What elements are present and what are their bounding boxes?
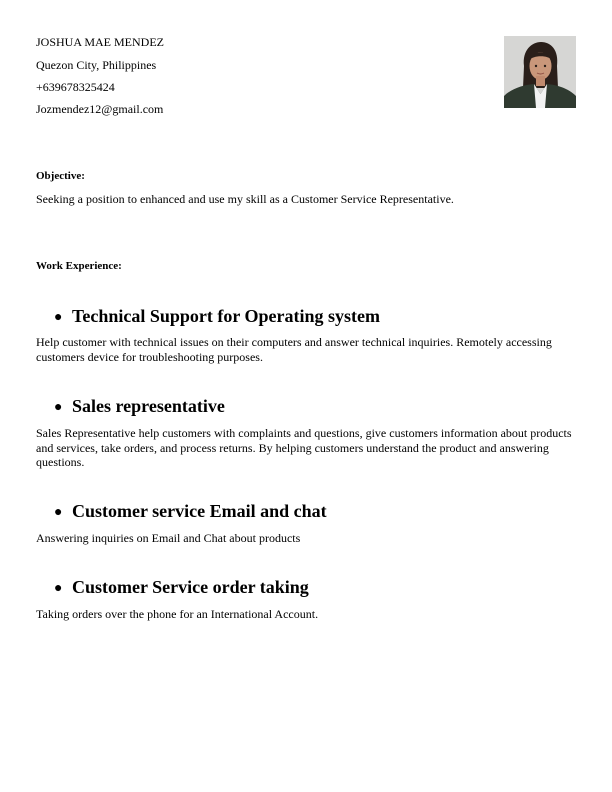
job-title-text: Customer Service order taking: [72, 577, 309, 597]
bullet-icon: ●: [54, 310, 63, 325]
applicant-email: Jozmendez12@gmail.com: [36, 102, 164, 116]
job-title-sales-representative: [54, 396, 225, 418]
objective-text: Seeking a position to enhanced and use my skill as a Customer Service Representative.: [36, 192, 454, 206]
applicant-location: Quezon City, Philippines: [36, 58, 157, 72]
job-title-text: Technical Support for Operating system: [72, 306, 381, 326]
job-title-email-chat: [54, 501, 327, 523]
objective-label: Objective:: [36, 170, 85, 182]
job-title-order-taking: [54, 577, 309, 599]
applicant-name: JOSHUA MAE MENDEZ: [36, 35, 165, 49]
work-experience-label: Work Experience:: [36, 260, 122, 272]
job-title-text: Sales representative: [72, 396, 225, 416]
applicant-photo: [504, 36, 576, 108]
bullet-icon: ●: [54, 581, 63, 596]
applicant-phone: +639678325424: [36, 80, 115, 94]
job-description-order-taking: Taking orders over the phone for an International Account.: [36, 607, 319, 621]
job-description-email-chat: Answering inquiries on Email and Chat about products: [36, 531, 301, 545]
job-description-sales-representative: Sales Representative help customers with complaints and questions, give customers information about products and services, take orders, and process returns. By helping customers understand the product and answering questions.: [36, 426, 572, 469]
job-description-technical-support: Help customer with technical issues on their computers and answer technical inquiries. Remotely accessing customers device for troubleshooting purposes.: [36, 335, 552, 364]
job-title-technical-support: [54, 306, 380, 328]
bullet-icon: ●: [54, 400, 63, 415]
bullet-icon: ●: [54, 505, 63, 520]
job-title-text: Customer service Email and chat: [72, 501, 327, 521]
